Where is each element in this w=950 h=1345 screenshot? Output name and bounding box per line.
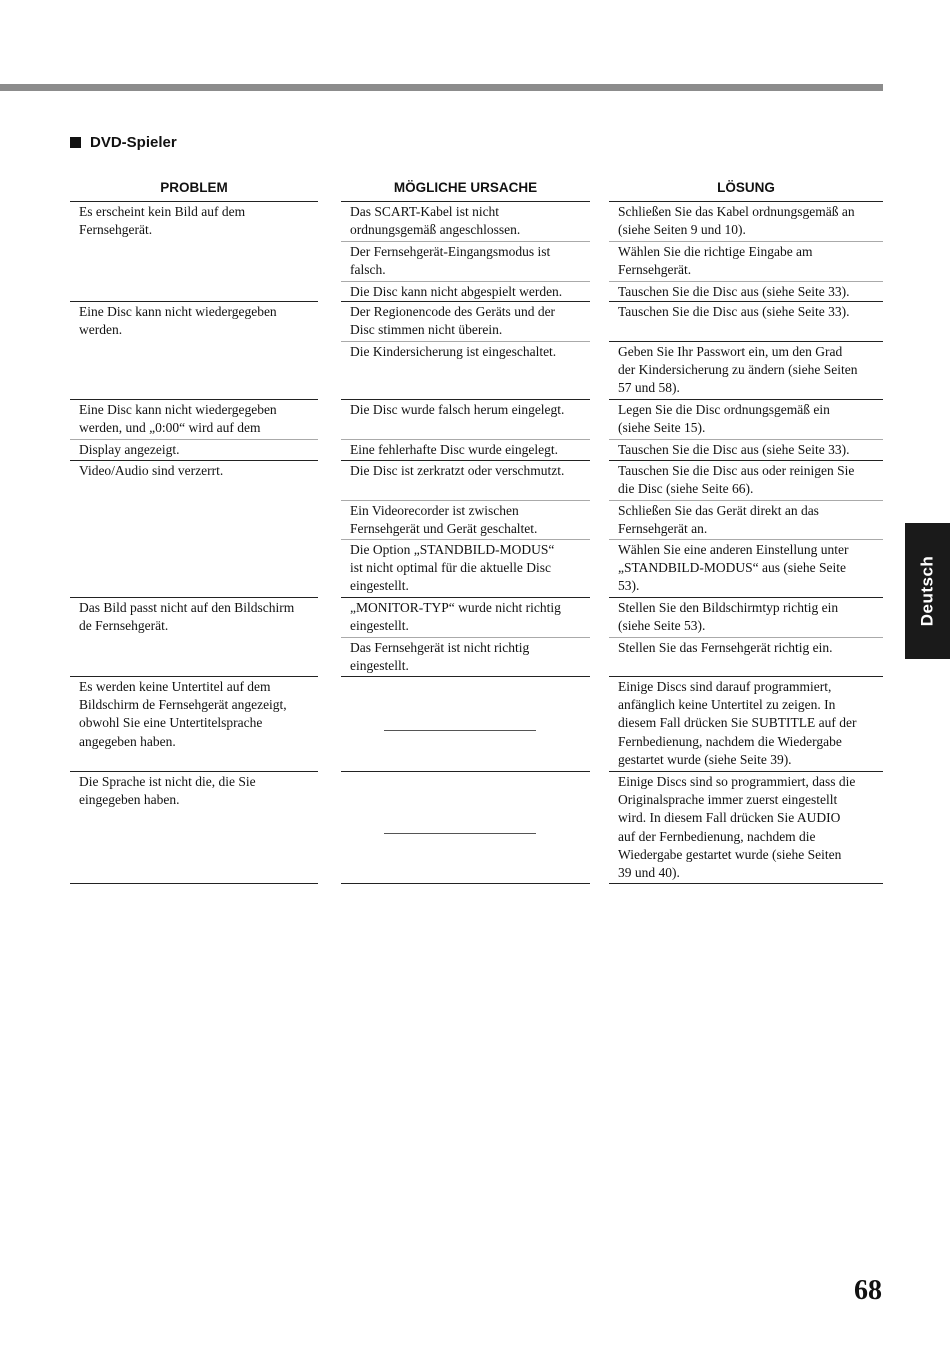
cell-solution: Tauschen Sie die Disc aus (siehe Seite 33). xyxy=(618,284,850,299)
cell-solution: Tauschen Sie die Disc aus (siehe Seite 33). xyxy=(618,304,850,319)
cell-solution: Tauschen Sie die Disc aus (siehe Seite 33). xyxy=(618,442,850,457)
table-bottom-rule xyxy=(609,883,883,884)
cell-cause: Der Fernsehgerät-Eingangsmodus ist falsch. xyxy=(350,244,551,278)
cell-problem: Eine Disc kann nicht wiedergegeben werden. xyxy=(79,304,277,338)
cell-problem: Display angezeigt. xyxy=(79,442,180,457)
cell-problem xyxy=(70,341,318,399)
cell-solution: Schließen Sie das Gerät direkt an das Fernsehgerät an. xyxy=(618,503,819,537)
cell-solution: Geben Sie Ihr Passwort ein, um den Grad der Kindersicherung zu ändern (siehe Seiten 57 und 58). xyxy=(618,344,858,396)
cell-problem: Es werden keine Untertitel auf dem Bildschirm de Fernsehgerät angezeigt, obwohl Sie eine Untertitelsprache angegeben haben. xyxy=(79,679,287,749)
empty-cause-dash xyxy=(384,833,536,834)
cell-solution: Einige Discs sind darauf programmiert, anfänglich keine Untertitel zu zeigen. In diesem Fall drücken Sie SUBTITLE auf der Fernbedienung, nachdem die Wiedergabe gestartet wurde (siehe Seite 39). xyxy=(618,679,857,767)
cell-cause xyxy=(341,771,590,883)
cell-problem xyxy=(70,637,318,676)
cell-cause: Ein Videorecorder ist zwischen Fernsehgerät und Gerät geschaltet. xyxy=(350,503,538,537)
top-rule xyxy=(0,84,883,91)
section-title-text: DVD-Spieler xyxy=(90,134,177,151)
header-cause: MÖGLICHE URSACHE xyxy=(393,180,538,195)
cell-problem: Das Bild passt nicht auf den Bildschirm de Fernsehgerät. xyxy=(79,600,295,634)
cell-problem xyxy=(70,241,318,281)
cell-cause: „MONITOR-TYP“ wurde nicht richtig eingestellt. xyxy=(350,600,561,634)
cell-cause: Die Disc kann nicht abgespielt werden. xyxy=(350,284,563,299)
cell-cause: Die Disc wurde falsch herum eingelegt. xyxy=(350,402,565,417)
square-bullet-icon xyxy=(70,137,81,148)
language-tab-label: Deutsch xyxy=(917,555,937,627)
cell-cause xyxy=(341,676,590,771)
cell-cause: Eine fehlerhafte Disc wurde eingelegt. xyxy=(350,442,559,457)
empty-cause-dash xyxy=(384,730,536,731)
cell-solution: Tauschen Sie die Disc aus oder reinigen Sie die Disc (siehe Seite 66). xyxy=(618,463,855,497)
cell-problem: Eine Disc kann nicht wiedergegeben werden, und „0:00“ wird auf dem xyxy=(79,402,277,436)
cell-solution: Stellen Sie den Bildschirmtyp richtig ein (siehe Seite 53). xyxy=(618,600,839,634)
cell-solution: Wählen Sie eine anderen Einstellung unter „STANDBILD-MODUS“ aus (siehe Seite 53). xyxy=(618,542,849,594)
cell-problem xyxy=(70,500,318,539)
cell-cause: Das Fernsehgerät ist nicht richtig eingestellt. xyxy=(350,640,530,674)
header-problem: PROBLEM xyxy=(160,180,228,195)
cell-problem xyxy=(70,539,318,597)
cell-problem: Es erscheint kein Bild auf dem Fernsehgerät. xyxy=(79,204,246,238)
cell-solution: Einige Discs sind so programmiert, dass die Originalsprache immer zuerst eingestellt wird. In diesem Fall drücken Sie AUDIO auf der Fernbedienung, nachdem die Wiedergabe gestartet wurde (siehe Seiten 39 und 40). xyxy=(618,774,856,881)
language-tab xyxy=(905,523,950,659)
table-bottom-rule xyxy=(70,883,318,884)
cell-solution: Stellen Sie das Fernsehgerät richtig ein. xyxy=(618,640,833,655)
section-title xyxy=(70,134,177,151)
cell-solution: Schließen Sie das Kabel ordnungsgemäß an (siehe Seiten 9 und 10). xyxy=(618,204,855,238)
table-bottom-rule xyxy=(341,883,590,884)
cell-problem: Video/Audio sind verzerrt. xyxy=(79,463,224,478)
cell-solution: Legen Sie die Disc ordnungsgemäß ein (siehe Seite 15). xyxy=(618,402,830,436)
cell-problem: Die Sprache ist nicht die, die Sie eingegeben haben. xyxy=(79,774,256,808)
cell-cause: Die Kindersicherung ist eingeschaltet. xyxy=(350,344,557,359)
cell-cause: Der Regionencode des Geräts und der Disc stimmen nicht überein. xyxy=(350,304,556,338)
header-solution: LÖSUNG xyxy=(717,180,775,195)
page-number: 68 xyxy=(854,1275,882,1306)
cell-cause: Die Disc ist zerkratzt oder verschmutzt. xyxy=(350,463,565,478)
cell-cause: Das SCART-Kabel ist nicht ordnungsgemäß angeschlossen. xyxy=(350,204,521,238)
cell-solution: Wählen Sie die richtige Eingabe am Fernsehgerät. xyxy=(618,244,813,278)
cell-cause: Die Option „STANDBILD-MODUS“ ist nicht optimal für die aktuelle Disc eingestellt. xyxy=(350,542,555,594)
cell-problem xyxy=(70,281,318,301)
